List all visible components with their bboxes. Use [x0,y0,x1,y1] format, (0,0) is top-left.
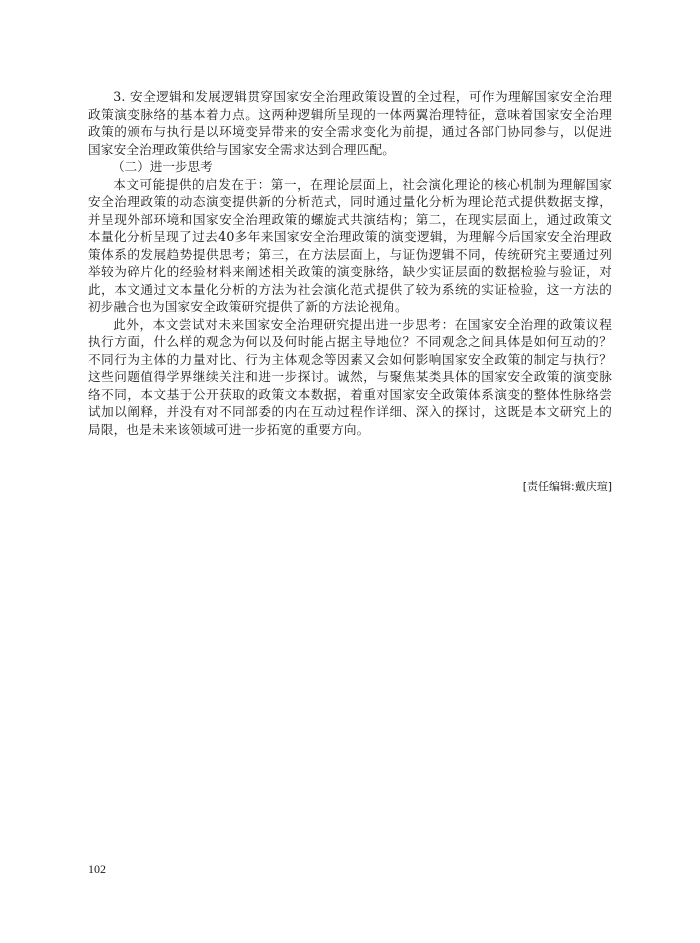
paragraph-insights: 本文可能提供的启发在于：第一，在理论层面上，社会演化理论的核心机制为理解国家安全治理政策的动态演变提供新的分析范式，同时通过量化分析为理论范式提供数据支撑，并呈现外部环境和国家安全治理政策的螺旋式共演结构；第二，在现实层面上，通过政策文本量化分析呈现了过去40多年来国家安全治理政策的演变逻辑，为理解今后国家安全治理政策体系的发展趋势提供思考；第三，在方法层面上，与证伪逻辑不同，传统研究主要通过列举较为碎片化的经验材料来阐述相关政策的演变脉络，缺少实证层面的数据检验与验证，对此，本文通过文本量化分析的方法为社会演化范式提供了较为系统的实证检验，这一方法的初步融合也为国家安全政策研究提供了新的方法论视角。 [88,176,612,314]
page-body [88,88,612,438]
editor-note: [责任编辑:戴庆瑄] [522,480,612,493]
paragraph-further-thinking: 此外，本文尝试对未来国家安全治理研究提出进一步思考：在国家安全治理的政策议程执行方面，什么样的观念为何以及何时能占据主导地位？不同观念之间具体是如何互动的？不同行为主体的力量对比、行为主体观念等因素又会如何影响国家安全政策的制定与执行？这些问题值得学界继续关注和进一步探讨。诚然，与聚焦某类具体的国家安全政策的演变脉络不同，本文基于公开获取的政策文本数据，着重对国家安全政策体系演变的整体性脉络尝试加以阐释，并没有对不同部委的内在互动过程作详细、深入的探讨，这既是本文研究上的局限，也是未来该领域可进一步拓宽的重要方向。 [88,316,612,437]
paragraph-conclusion-3: 3. 安全逻辑和发展逻辑贯穿国家安全治理政策设置的全过程，可作为理解国家安全治理政策演变脉络的基本着力点。这两种逻辑所呈现的一体两翼治理特征，意味着国家安全治理政策的颁布与执行是以环境变异带来的安全需求变化为前提，通过各部门协同参与，以促进国家安全治理政策供给与国家安全需求达到合理匹配。 [88,89,612,157]
section-heading: （二）进一步思考 [111,159,213,174]
page-number: 102 [88,862,106,876]
